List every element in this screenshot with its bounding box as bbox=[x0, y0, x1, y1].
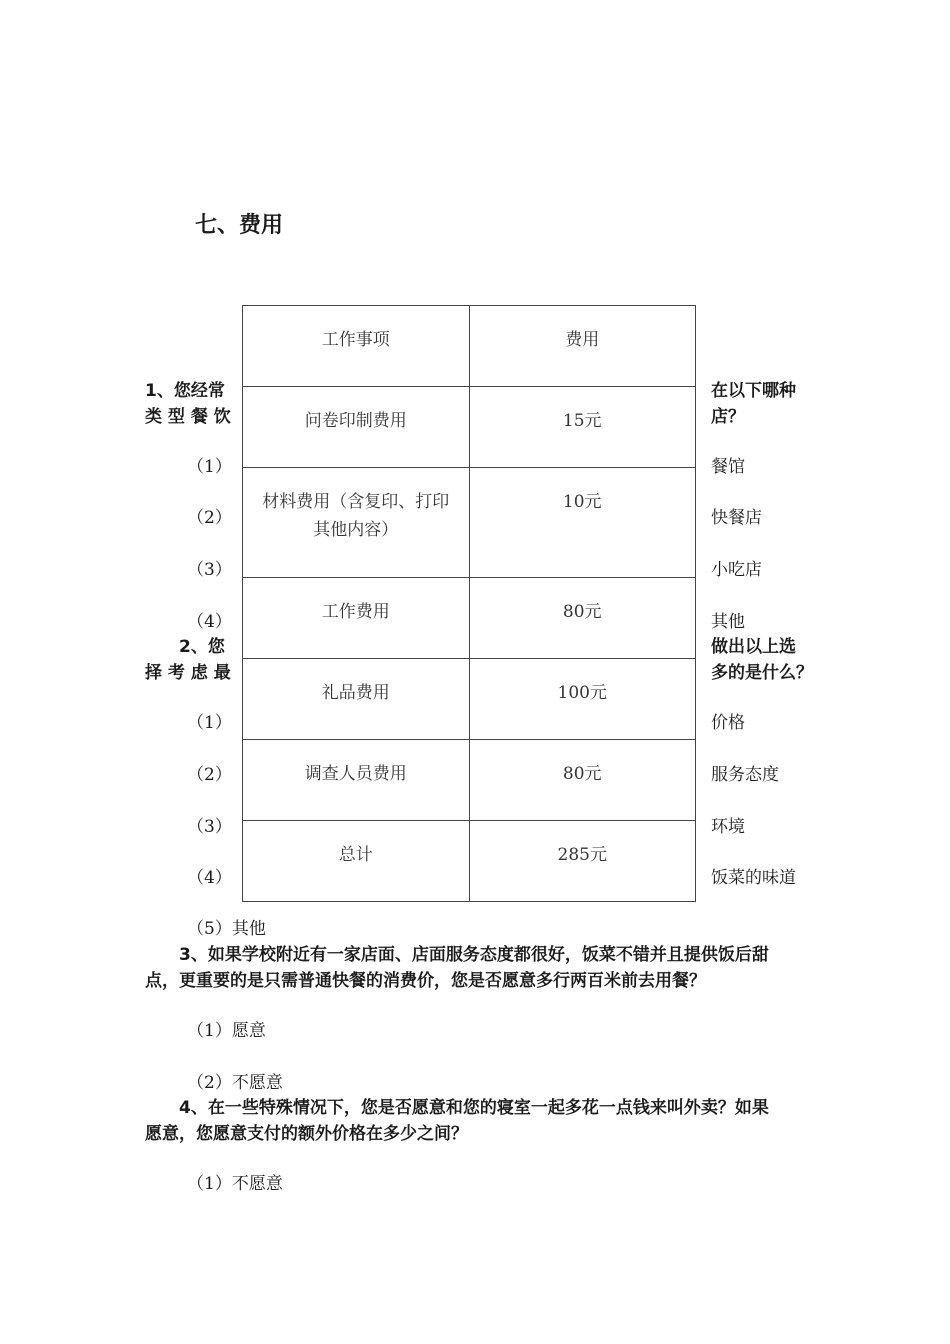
table-cell-item-line2: 其他内容） bbox=[313, 520, 399, 540]
q1-option-2-num: （2） bbox=[187, 508, 232, 528]
table-cell-total-label: 总计 bbox=[243, 821, 470, 902]
q2-option-2-text: 服务态度 bbox=[711, 765, 779, 785]
table-cell-cost: 15元 bbox=[469, 387, 696, 468]
q3-line2: 点，更重要的是只需普通快餐的消费价，您是否愿意多行两百米前去用餐？ bbox=[145, 971, 706, 991]
table-cell-item: 问卷印制费用 bbox=[243, 387, 470, 468]
table-row bbox=[243, 387, 696, 468]
q1-right-line1: 在以下哪种 bbox=[711, 381, 796, 401]
q1-option-1-text: 餐馆 bbox=[711, 457, 745, 477]
q2-left-line2: 择 考 虑 最 bbox=[145, 663, 231, 683]
q1-option-4-text: 其他 bbox=[711, 612, 745, 632]
q2-option-3-text: 环境 bbox=[711, 817, 745, 837]
table-row bbox=[243, 578, 696, 659]
q2-option-5: （5）其他 bbox=[187, 919, 266, 939]
table-cell-item: 工作费用 bbox=[243, 578, 470, 659]
q1-option-3-num: （3） bbox=[187, 560, 232, 580]
table-cell-cost: 80元 bbox=[469, 740, 696, 821]
table-cell-cost: 100元 bbox=[469, 659, 696, 740]
q2-right-line1: 做出以上选 bbox=[711, 637, 796, 657]
q2-option-1-num: （1） bbox=[187, 713, 232, 733]
q2-left-line1: 2、您 bbox=[179, 637, 225, 657]
q2-option-4-text: 饭菜的味道 bbox=[711, 868, 796, 888]
q2-right-line2: 多的是什么？ bbox=[711, 663, 813, 683]
q4-line2: 愿意，您愿意支付的额外价格在多少之间？ bbox=[145, 1124, 468, 1144]
table-cell-item-line1: 材料费用（含复印、打印 bbox=[262, 492, 450, 512]
table-cell-cost: 80元 bbox=[469, 578, 696, 659]
header-work-item: 工作事项 bbox=[243, 306, 470, 387]
q1-option-1-num: （1） bbox=[187, 457, 232, 477]
q1-left-line2: 类 型 餐 饮 bbox=[145, 407, 231, 427]
q2-option-1-text: 价格 bbox=[711, 713, 745, 733]
table-row bbox=[243, 659, 696, 740]
table-row bbox=[243, 740, 696, 821]
q1-right-line2: 店？ bbox=[711, 407, 745, 427]
q2-option-3-num: （3） bbox=[187, 817, 232, 837]
q3-line1: 3、如果学校附近有一家店面、店面服务态度都很好，饭菜不错并且提供饭后甜 bbox=[179, 945, 769, 965]
table-cell-cost: 10元 bbox=[469, 468, 696, 578]
q4-option-1: （1）不愿意 bbox=[187, 1174, 283, 1194]
q1-option-2-text: 快餐店 bbox=[711, 508, 762, 528]
q1-option-3-text: 小吃店 bbox=[711, 560, 762, 580]
q3-option-1: （1）愿意 bbox=[187, 1021, 266, 1041]
table-header-row bbox=[243, 306, 696, 387]
section-title: 七、费用 bbox=[195, 213, 284, 238]
table-cell-item: 礼品费用 bbox=[243, 659, 470, 740]
q2-option-2-num: （2） bbox=[187, 765, 232, 785]
q2-option-4-num: （4） bbox=[187, 868, 232, 888]
table-cell-item: 调查人员费用 bbox=[243, 740, 470, 821]
table-cell-total-cost: 285元 bbox=[469, 821, 696, 902]
cost-table bbox=[242, 305, 696, 902]
table-row bbox=[243, 468, 696, 578]
header-cost: 费用 bbox=[469, 306, 696, 387]
q1-left-line1: 1、您经常 bbox=[145, 381, 225, 401]
table-cell-item bbox=[243, 468, 470, 578]
table-total-row bbox=[243, 821, 696, 902]
q1-option-4-num: （4） bbox=[187, 612, 232, 632]
q3-option-2: （2）不愿意 bbox=[187, 1073, 283, 1093]
q4-line1: 4、在一些特殊情况下，您是否愿意和您的寝室一起多花一点钱来叫外卖？如果 bbox=[179, 1098, 769, 1118]
